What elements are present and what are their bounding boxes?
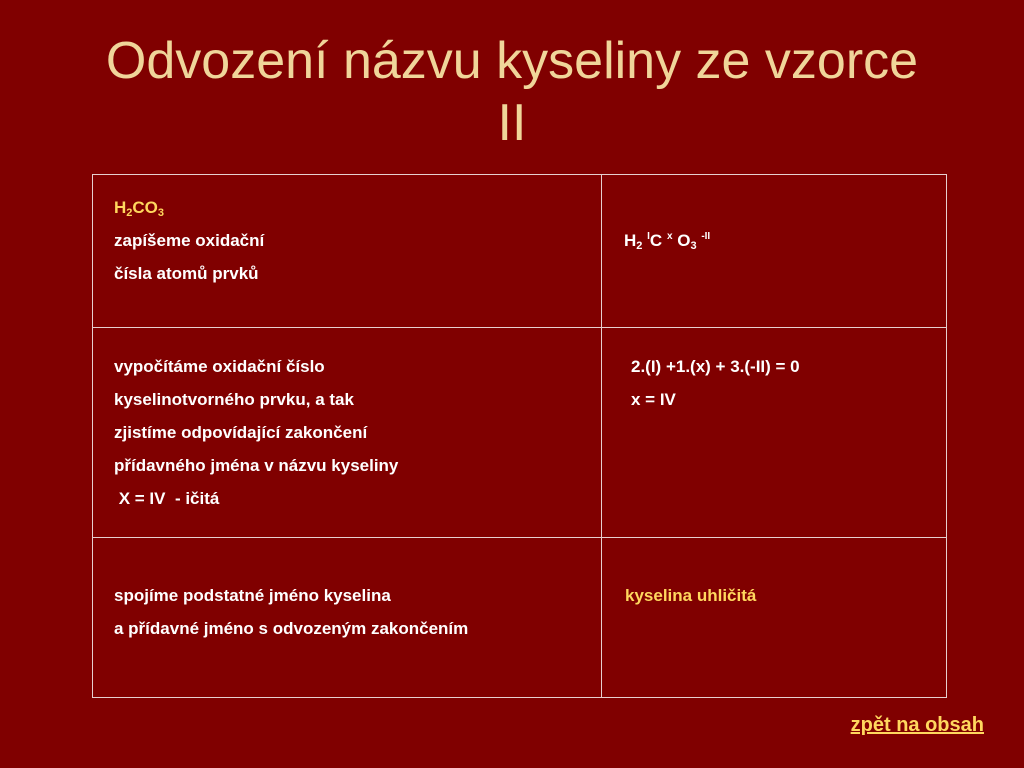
acid-formula (114, 191, 264, 224)
row-2-left-cell (114, 350, 398, 515)
row-2-left-line-5: X = IV - ičitá (114, 489, 220, 508)
row-divider-2 (93, 537, 946, 538)
row-2-left-line-2: kyselinotvorného prvku, a tak (114, 390, 354, 409)
formula-hydrogen: H (114, 198, 127, 217)
slide-title (0, 30, 1024, 154)
oxidation-result: x = IV (631, 390, 676, 409)
ox-carbon: C (649, 231, 663, 250)
formula-hydrogen-count: 2 (126, 207, 133, 219)
column-divider (601, 175, 602, 697)
row-2-left-line-3: zjistíme odpovídající zakončení (114, 423, 368, 442)
slide-title-line-2: II (497, 94, 527, 152)
ox-hydrogen-state: I (647, 231, 650, 242)
oxidation-state-formula (624, 224, 710, 257)
ox-carbon-state: x (666, 231, 673, 242)
oxidation-equation: 2.(I) +1.(x) + 3.(-II) = 0 (631, 357, 800, 376)
row-1-left-line-1: zapíšeme oxidační (114, 231, 265, 250)
row-1-right-cell (624, 224, 710, 257)
row-1-left-cell (114, 191, 264, 290)
acid-name-result: kyselina uhličitá (625, 586, 757, 605)
row-3-right-cell (625, 579, 756, 612)
row-3-left-line-1: spojíme podstatné jméno kyselina (114, 586, 391, 605)
row-2-left-line-1: vypočítáme oxidační číslo (114, 357, 325, 376)
ox-hydrogen: H (624, 231, 637, 250)
explanation-table (92, 174, 947, 698)
row-divider-1 (93, 327, 946, 328)
row-1-left-line-2: čísla atomů prvků (114, 264, 259, 283)
back-to-contents-link[interactable]: zpět na obsah (850, 714, 984, 736)
ox-oxygen: O (677, 231, 691, 250)
formula-carbon-oxygen: CO (132, 198, 158, 217)
slide-title-line-1: Odvození názvu kyseliny ze vzorce (105, 32, 919, 90)
ox-hydrogen-count: 2 (636, 240, 643, 252)
row-2-left-line-4: přídavného jména v názvu kyseliny (114, 456, 399, 475)
row-3-left-line-2: a přídavné jméno s odvozeným zakončením (114, 619, 469, 638)
row-2-right-cell (631, 350, 800, 416)
formula-oxygen-count: 3 (157, 207, 165, 219)
ox-oxygen-count: 3 (690, 240, 697, 252)
row-3-left-cell (114, 579, 468, 645)
ox-oxygen-state: -II (701, 231, 711, 242)
